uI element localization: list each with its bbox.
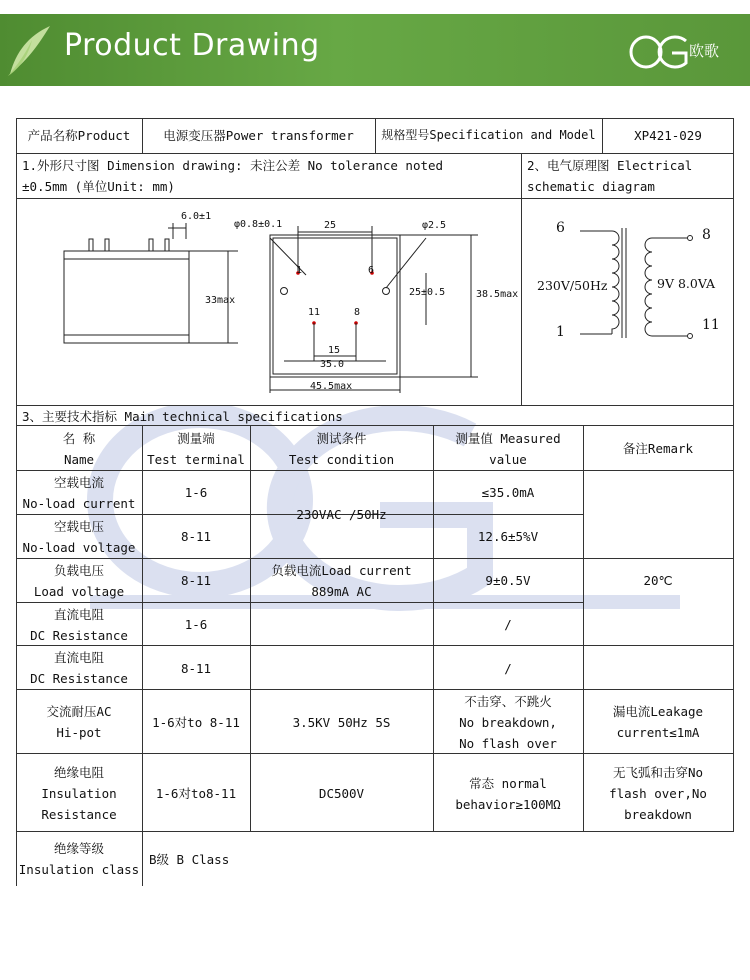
schematic-pin-6: 6 bbox=[556, 220, 565, 236]
schematic-pin-1: 1 bbox=[556, 324, 565, 340]
hipot-terminal: 1-6对to 8-11 bbox=[152, 715, 240, 730]
insulation-remark-2: flash over,No bbox=[609, 786, 707, 801]
row-value: ≤35.0mA bbox=[481, 485, 535, 500]
col-remark: 备注Remark bbox=[622, 441, 694, 456]
hipot-value-en2: No flash over bbox=[459, 736, 557, 751]
col-measured-value: value bbox=[489, 452, 527, 467]
insulation-name-en1: Insulation bbox=[41, 786, 117, 801]
row-name-en: No-load current bbox=[22, 496, 136, 511]
schematic-subtitle: schematic diagram bbox=[527, 179, 655, 194]
schematic-title: 2、电气原理图 Electrical bbox=[527, 158, 693, 173]
product-value: 电源变压器Power transformer bbox=[163, 128, 354, 143]
col-name-cn: 名 称 bbox=[62, 431, 96, 446]
brand-logo-icon bbox=[628, 32, 690, 72]
pin-8-label: 8 bbox=[354, 307, 361, 318]
load-condition: 负载电流Load current bbox=[271, 563, 412, 578]
dim-pin-spacing: 25 bbox=[324, 220, 337, 231]
row-terminal: 8-11 bbox=[180, 573, 212, 588]
pin-11-label: 11 bbox=[308, 307, 321, 318]
hipot-value-cn: 不击穿、不跳火 bbox=[464, 694, 552, 709]
class-name-cn: 绝缘等级 bbox=[53, 841, 104, 856]
col-condition-en: Test condition bbox=[288, 452, 395, 467]
class-value: B级 B Class bbox=[149, 852, 230, 867]
schematic-pin-8: 8 bbox=[702, 227, 711, 243]
insulation-remark-3: breakdown bbox=[624, 807, 692, 822]
insulation-value-1: 常态 normal bbox=[469, 776, 547, 791]
hipot-remark-2: current≤1mA bbox=[616, 725, 700, 740]
hipot-value-en1: No breakdown, bbox=[459, 715, 557, 730]
insulation-condition: DC500V bbox=[318, 786, 365, 801]
row-name-cn: 直流电阻 bbox=[53, 650, 104, 665]
col-name-en: Name bbox=[63, 452, 95, 467]
insulation-name-en2: Resistance bbox=[41, 807, 117, 822]
insulation-terminal: 1-6对to8-11 bbox=[155, 786, 237, 801]
dim-width: 38.5max bbox=[476, 289, 519, 300]
row-value: 9±0.5V bbox=[485, 573, 531, 588]
row-name-en: DC Resistance bbox=[30, 628, 128, 643]
insulation-remark-1: 无飞弧和击穿No bbox=[612, 765, 704, 780]
col-terminal-cn: 测量端 bbox=[177, 431, 215, 446]
hipot-remark-1: 漏电流Leakage bbox=[612, 704, 704, 719]
row-value: / bbox=[504, 661, 512, 676]
dim-height: 33max bbox=[205, 295, 236, 306]
row-name-cn: 负载电压 bbox=[53, 563, 104, 578]
dimension-tolerance: ±0.5mm (单位Unit: mm) bbox=[22, 179, 175, 194]
row-name-cn: 空载电压 bbox=[53, 519, 104, 534]
row-name-en: DC Resistance bbox=[30, 671, 128, 686]
row-name-cn: 直流电阻 bbox=[53, 607, 104, 622]
row-name-cn: 空载电流 bbox=[53, 475, 104, 490]
col-measured: 测量值 Measured bbox=[455, 431, 561, 446]
dimension-title: 1.外形尺寸图 Dimension drawing: 未注公差 No tolerance noted bbox=[22, 158, 444, 173]
primary-rating: 230V/50Hz bbox=[537, 278, 608, 293]
hipot-condition: 3.5KV 50Hz 5S bbox=[292, 715, 391, 730]
hipot-name-en: Hi-pot bbox=[56, 725, 102, 740]
dim-row-spacing: 25±0.5 bbox=[409, 287, 446, 298]
schematic-pin-11: 11 bbox=[702, 317, 720, 333]
row-value: 12.6±5%V bbox=[477, 529, 539, 544]
page-banner bbox=[0, 14, 750, 86]
row-terminal: 8-11 bbox=[180, 529, 212, 544]
model-label: 规格型号Specification and Model bbox=[381, 128, 596, 142]
pin-1-label: 1 bbox=[296, 265, 303, 276]
load-current: 889mA AC bbox=[311, 584, 372, 599]
insulation-name-cn: 绝缘电阻 bbox=[53, 765, 104, 780]
dim-pin-length: 6.0±1 bbox=[181, 211, 212, 222]
row-name-en: Load voltage bbox=[33, 584, 125, 599]
class-name-en: Insulation class bbox=[18, 862, 140, 877]
row-name-en: No-load voltage bbox=[22, 540, 136, 555]
col-terminal-en: Test terminal bbox=[147, 452, 245, 467]
noload-condition: 230VAC /50Hz bbox=[296, 507, 387, 522]
brand-name: 欧歌 bbox=[689, 42, 720, 60]
remark-temperature: 20℃ bbox=[643, 573, 673, 588]
spec-sheet bbox=[16, 118, 734, 886]
dim-pin-diameter: φ0.8±0.1 bbox=[234, 219, 283, 230]
row-value: / bbox=[504, 617, 512, 632]
dim-length: 45.5max bbox=[310, 381, 353, 392]
row-terminal: 8-11 bbox=[180, 661, 212, 676]
col-condition-cn: 测试条件 bbox=[316, 431, 367, 446]
product-label: 产品名称Product bbox=[27, 128, 131, 143]
dim-35: 35.0 bbox=[320, 359, 345, 370]
bamboo-leaf-icon bbox=[6, 22, 54, 78]
page-title: Product Drawing bbox=[64, 28, 320, 63]
specs-title: 3、主要技术指标 Main technical specifications bbox=[22, 409, 343, 424]
dim-hole: φ2.5 bbox=[422, 220, 447, 231]
pin-6-label: 6 bbox=[368, 265, 375, 276]
dim-15: 15 bbox=[328, 345, 341, 356]
insulation-value-2: behavior≥100MΩ bbox=[455, 797, 561, 812]
model-value: XP421-029 bbox=[634, 128, 702, 143]
row-terminal: 1-6 bbox=[184, 485, 208, 500]
row-terminal: 1-6 bbox=[184, 617, 208, 632]
secondary-rating: 9V 8.0VA bbox=[657, 276, 716, 291]
hipot-name-cn: 交流耐压AC bbox=[46, 704, 112, 719]
